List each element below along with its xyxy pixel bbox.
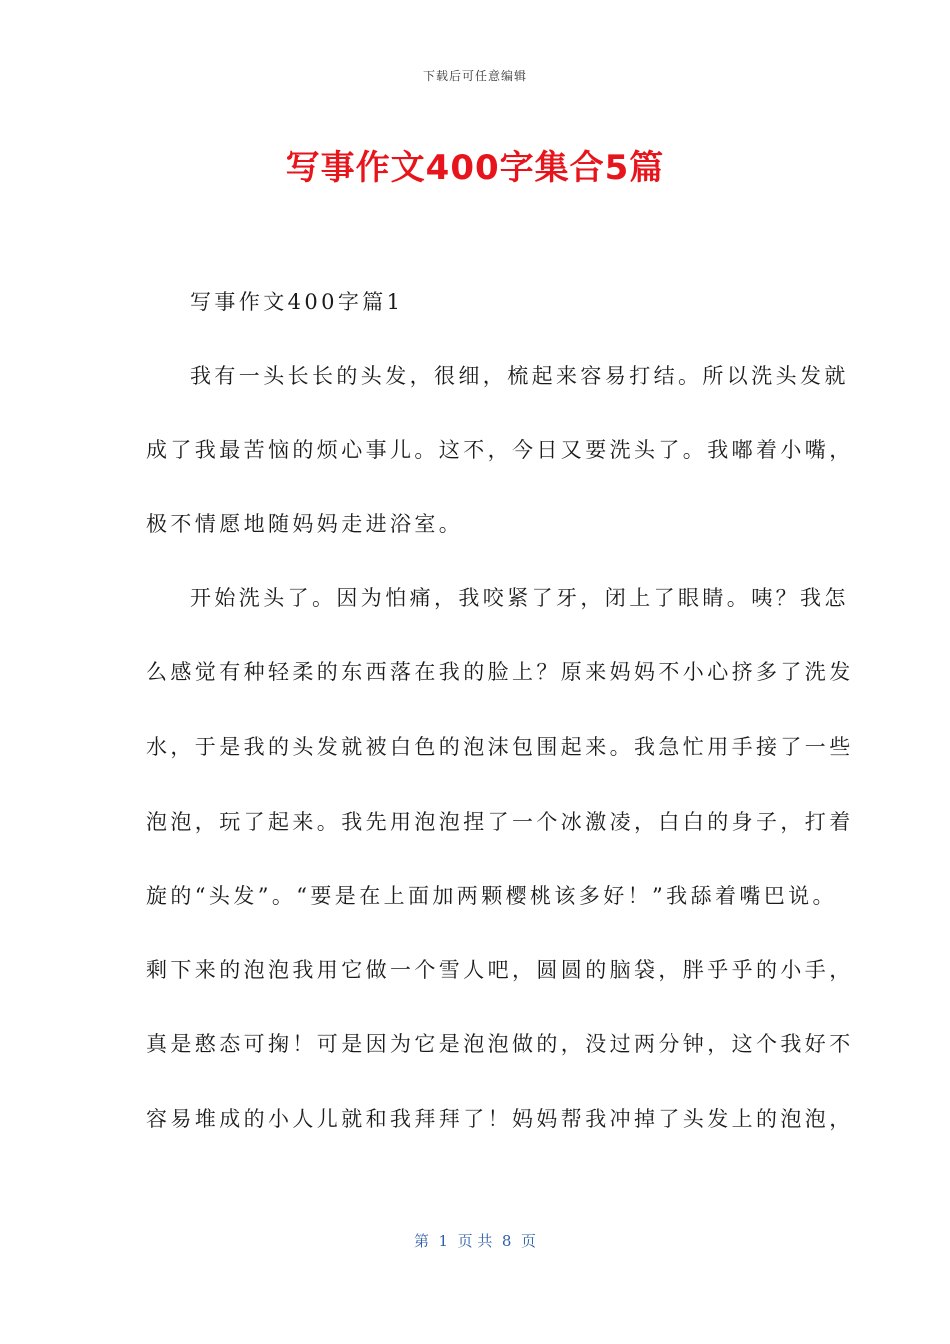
paragraph-line: 极不情愿地随妈妈走进浴室。 — [146, 512, 464, 536]
section-heading: 写事作文400字篇1 — [190, 290, 404, 314]
paragraph-line: 么感觉有种轻柔的东西落在我的脸上？原来妈妈不小心挤多了洗发 — [146, 660, 854, 684]
paragraph-line: 泡泡，玩了起来。我先用泡泡捏了一个冰激凌，白白的身子，打着 — [146, 810, 854, 834]
paragraph-line: 开始洗头了。因为怕痛，我咬紧了牙，闭上了眼睛。咦？我怎 — [190, 586, 849, 610]
paragraph-line: 真是憨态可掬！可是因为它是泡泡做的，没过两分钟，这个我好不 — [146, 1032, 854, 1056]
paragraph-line: 剩下来的泡泡我用它做一个雪人吧，圆圆的脑袋，胖乎乎的小手， — [146, 958, 854, 982]
paragraph-line: 成了我最苦恼的烦心事儿。这不，今日又要洗头了。我嘟着小嘴， — [146, 438, 854, 462]
document-title: 写事作文400字集合5篇 — [285, 148, 665, 188]
paragraph-line: 旋的“头发”。“要是在上面加两颗樱桃该多好！”我舔着嘴巴说。 — [146, 884, 837, 908]
paragraph-line: 容易堆成的小人儿就和我拜拜了！妈妈帮我冲掉了头发上的泡泡， — [146, 1107, 854, 1131]
page-footer: 第 1 页 共 8 页 — [414, 1232, 536, 1250]
paragraph-line: 我有一头长长的头发，很细，梳起来容易打结。所以洗头发就 — [190, 364, 849, 388]
paragraph-line: 水，于是我的头发就被白色的泡沫包围起来。我急忙用手接了一些 — [146, 735, 854, 759]
header-note: 下载后可任意编辑 — [422, 69, 527, 83]
